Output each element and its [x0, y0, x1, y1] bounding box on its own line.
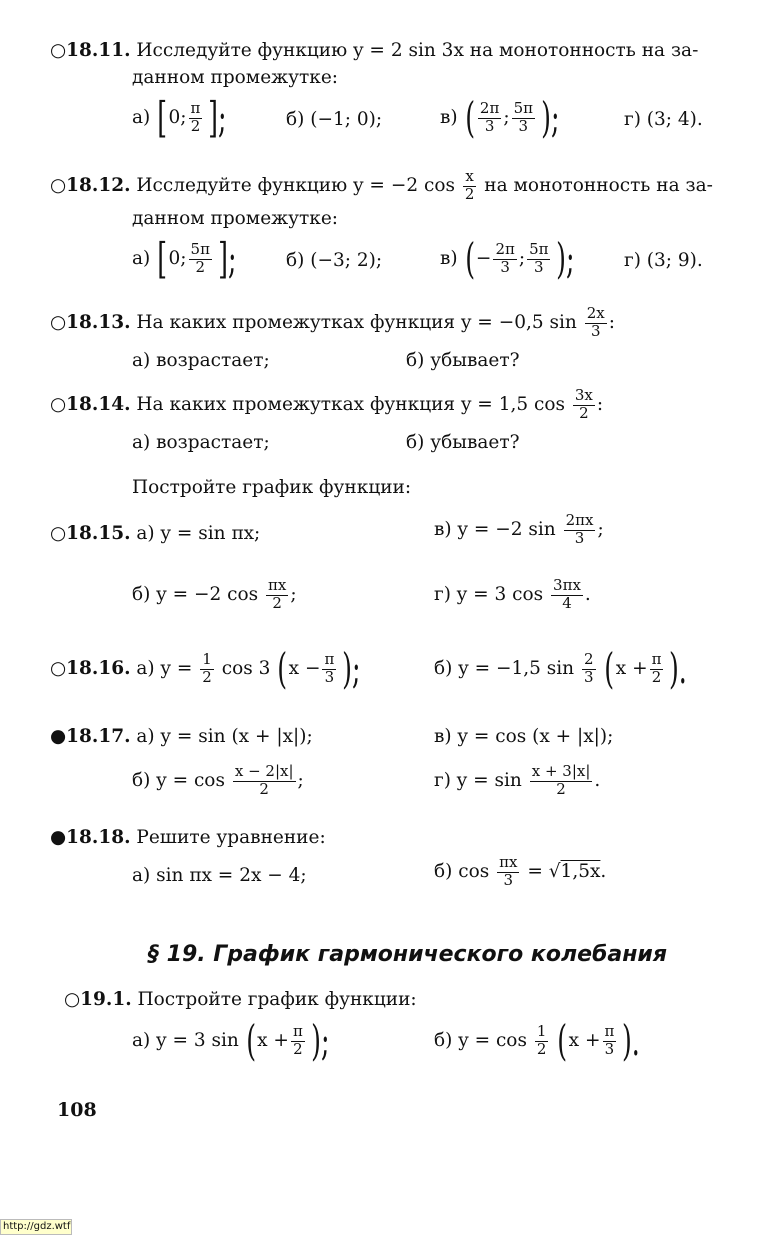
problem-number: ○18.15.: [50, 523, 131, 544]
fraction: $\frac{3x}{2}$: [574, 386, 593, 422]
option-a: а) возрастает;: [132, 350, 270, 371]
option-v: в) y = −2 sin $\frac{2\pi x}{3}$ ;: [434, 511, 604, 547]
fraction: $\frac{1}{2}$: [202, 650, 212, 686]
build-graph-heading: Постройте график функции:: [132, 477, 412, 498]
option-b: б) y = −1,5 sin $\frac{2}{3}$ (x + $\frac{\pi}{2}$ ).: [434, 644, 688, 693]
option-v: в) ( $\frac{2\pi}{3}$ ; $\frac{5\pi}{3}$ );: [440, 93, 560, 142]
fraction: $\frac{3\pi x}{4}$: [553, 576, 581, 612]
problem-text: Исследуйте функцию y = 2 sin 3x на монотонность на за-: [136, 40, 699, 61]
option-a: а) y = 3 sin (x + $\frac{\pi}{2}$ );: [132, 1016, 330, 1065]
radicand: 1,5x: [560, 860, 601, 882]
fraction: $\frac{\pi}{2}$: [190, 99, 201, 135]
option-a: а) [0; $\frac{5\pi}{2}$ ];: [132, 234, 237, 283]
option-v: в) (− $\frac{2\pi}{3}$ ; $\frac{5\pi}{3}$ );: [440, 234, 575, 283]
option-a: а) возрастает;: [132, 432, 270, 453]
problem-number: ○18.14.: [50, 393, 131, 415]
option-b: б) y = −2 cos $\frac{\pi x}{2}$ ;: [132, 576, 297, 612]
fraction: $\frac{2}{3}$: [583, 650, 594, 686]
problem-number: ○18.16.: [50, 658, 131, 679]
fraction: $\frac{5\pi}{3}$: [529, 240, 549, 276]
option-a: а) [0; $\frac{\pi}{2}$ ];: [132, 93, 227, 142]
option-g: г) (3; 4).: [624, 109, 703, 130]
sqrt-sign: √: [548, 860, 561, 882]
option-b: б) убывает?: [406, 432, 520, 453]
problem-18-18: ●18.18. Решите уравнение:: [50, 827, 326, 848]
problem-18-11-line1: [50, 42, 698, 61]
fraction: $\frac{5\pi}{2}$: [190, 240, 210, 276]
problem-number: ●18.18.: [50, 827, 131, 848]
option-b: б) (−3; 2);: [286, 250, 383, 271]
problem-18-17-a: ●18.17. а) y = sin (x + |x|);: [50, 726, 313, 747]
option-a: а) sin πx = 2x − 4;: [132, 865, 307, 886]
fraction: $\frac{2x}{3}$: [586, 304, 605, 340]
option-v: в) y = cos (x + |x|);: [434, 726, 614, 747]
fraction: $\frac{\pi}{2}$: [651, 650, 662, 686]
fraction: $\frac{\pi x}{2}$: [268, 576, 287, 612]
problem-18-14-line1: ○18.14. На каких промежутках функция y = 1,5 cos $\frac{3x}{2}$ :: [50, 386, 604, 422]
fraction: $\frac{2\pi}{3}$: [495, 240, 515, 276]
problem-18-16-a: ○18.16. а) y = $\frac{1}{2}$ cos 3 (x − $\frac{\pi}{3}$ );: [50, 644, 361, 693]
option-g: г) y = sin $\frac{x + 3|x|}{2}$ .: [434, 762, 601, 798]
fraction: $\frac{x + 3|x|}{2}$: [531, 762, 591, 798]
problem-number: ●18.17.: [50, 726, 131, 747]
problem-number: ○18.11.: [50, 40, 131, 61]
fraction: $\frac{\pi}{2}$: [292, 1022, 303, 1058]
option-b: б) cos $\frac{\pi x}{3}$ = √1,5x.: [434, 853, 607, 889]
problem-number: ○19.1.: [64, 989, 132, 1010]
fraction: $\frac{5\pi}{3}$: [513, 99, 533, 135]
option-g: г) y = 3 cos $\frac{3\pi x}{4}$ .: [434, 576, 591, 612]
fraction: $\frac{\pi x}{3}$: [499, 853, 518, 889]
fraction: $\frac{1}{2}$: [536, 1022, 547, 1058]
problem-19-1: ○19.1. Постройте график функции:: [64, 989, 417, 1010]
problem-number: ○18.13.: [50, 311, 131, 333]
fraction: $\frac{x}{2}$: [464, 167, 475, 203]
problem-number: ○18.12.: [50, 174, 131, 196]
watermark-link[interactable]: http://gdz.wtf: [0, 1219, 72, 1235]
fraction: $\frac{2\pi x}{3}$: [565, 511, 594, 547]
section-title: § 19. График гармонического колебания: [148, 942, 667, 967]
option-b: б) y = cos $\frac{x - 2|x|}{2}$ ;: [132, 762, 304, 798]
option-b: б) (−1; 0);: [286, 109, 383, 130]
option-b: б) y = cos $\frac{1}{2}$ (x + $\frac{\pi}{3}$ ).: [434, 1016, 641, 1065]
page-number: 108: [57, 1099, 97, 1121]
option-g: г) (3; 9).: [624, 250, 703, 271]
fraction: $\frac{\pi}{3}$: [604, 1022, 615, 1058]
problem-18-13-line1: ○18.13. На каких промежутках функция y = −0,5 sin $\frac{2x}{3}$ :: [50, 304, 615, 340]
problem-18-15-a: ○18.15. а) y = sin πx;: [50, 523, 261, 544]
fraction: $\frac{x - 2|x|}{2}$: [234, 762, 294, 798]
problem-text-line2: данном промежутке:: [132, 208, 339, 229]
fraction: $\frac{\pi}{3}$: [324, 650, 335, 686]
option-b: б) убывает?: [406, 350, 520, 371]
problem-text-line2: данном промежутке:: [132, 67, 339, 88]
problem-18-12-line1: ○18.12. Исследуйте функцию y = −2 cos $\frac{x}{2}$ на монотонность на за-: [50, 167, 713, 203]
fraction: $\frac{2\pi}{3}$: [479, 99, 500, 135]
